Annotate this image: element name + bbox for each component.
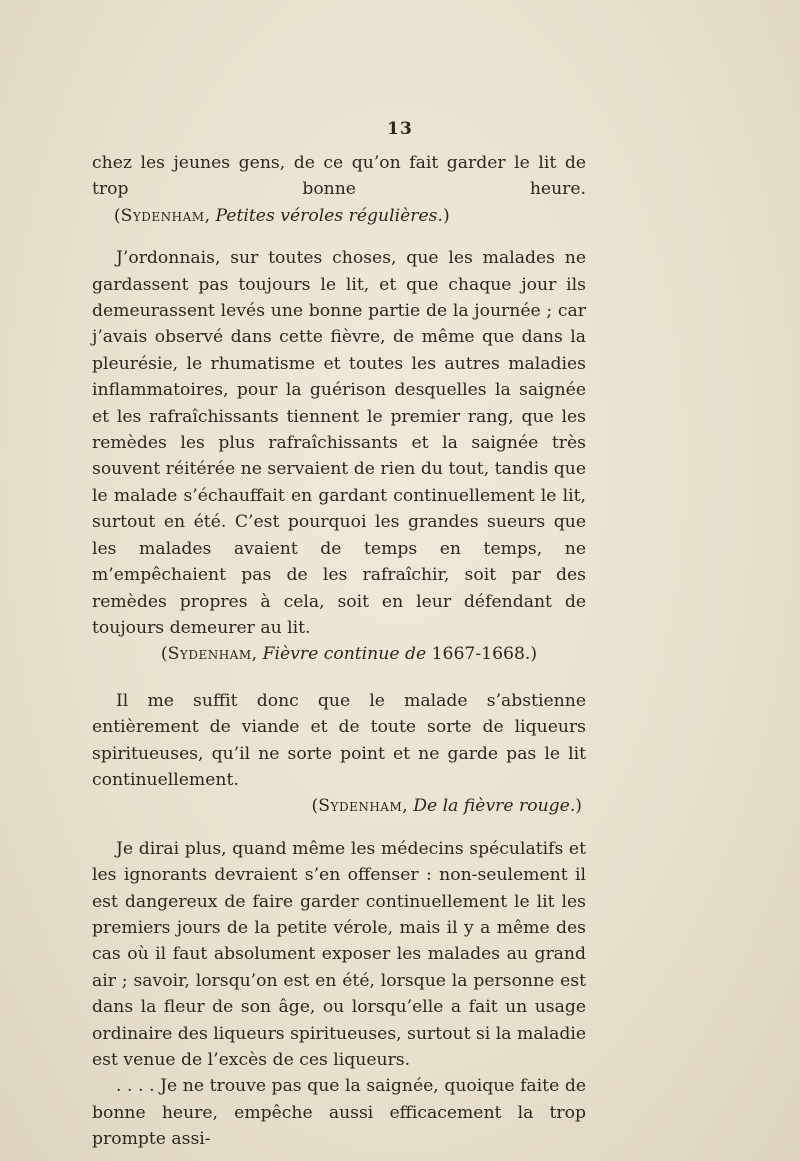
body-text xyxy=(92,150,586,1153)
citation-title: Fièvre continue de xyxy=(262,644,427,665)
citation-title: De la fièvre rouge. xyxy=(413,796,576,817)
citation-year: 1667-1668. xyxy=(426,644,531,665)
citation-author: Sydenham xyxy=(167,644,252,665)
paragraph: Je dirai plus, quand même les médecins spéculatifs et les ignorants devraient s’en offenser : non-seulement il est dangereux de faire garder continuellement le lit les premiers jours de la petite vérole, mais il y a même des cas où il faut absolument exposer les malades au grand air ; savoir, lorsqu’on est en été, lorsque la personne est dans la fleur de son âge, ou lorsqu’elle a fait un usage ordinaire des liqueurs spiritueuses, surtout si la maladie est venue de l’excès de ces liqueurs. xyxy=(92,838,586,1070)
paragraph-text: chez les jeunes gens, de ce qu’on fait garder le lit de trop bonne heure. xyxy=(92,153,586,200)
paragraph-continued xyxy=(92,150,586,229)
citation: (Sydenham, De la fièvre rouge.) xyxy=(311,796,582,817)
citation-author: Sydenham xyxy=(318,796,403,817)
page-number: 13 xyxy=(387,119,413,139)
paragraph: Il me suffit donc que le malade s’abstienne entièrement de viande et de toute sorte de liqueurs spiritueuses, qu’il ne sorte point et ne garde pas le lit continuellement. xyxy=(92,690,586,790)
citation: (Sydenham, Petites véroles régulières.) xyxy=(113,205,450,226)
citation-author: Sydenham xyxy=(120,205,205,226)
citation-title: Petites véroles régulières. xyxy=(215,205,443,226)
citation: (Sydenham, Fièvre continue de 1667-1668.) xyxy=(160,644,538,665)
paragraph: J’ordonnais, sur toutes choses, que les malades ne gardassent pas toujours le lit, et que chaque jour ils demeurassent levés une bonne partie de la journée ; car j’avais observé dans cette fièvre, de même que dans la pleurésie, le rhumatisme et toutes les autres maladies inflammatoires, pour la guérison desquelles la saignée et les rafraîchissants tiennent le premier rang, que les remèdes les plus rafraîchissants et la saignée très souvent réitérée ne servaient de rien du tout, tandis que le malade s’échauffait en gardant continuellement le lit, surtout en été. C’est pourquoi les grandes sueurs que les malades avaient de temps en temps, ne m’empêchaient pas de les rafraîchir, soit par des remèdes propres à cela, soit en leur défendant de toujours demeurer au lit. xyxy=(92,248,586,638)
paragraph: . . . . Je ne trouve pas que la saignée, quoique faite de bonne heure, empêche aussi efficacement la trop prompte assi- xyxy=(92,1076,586,1150)
